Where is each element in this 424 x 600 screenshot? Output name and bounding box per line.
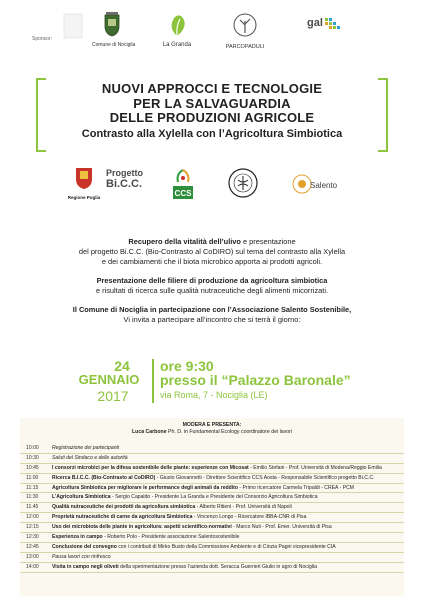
program-row (20, 454, 404, 464)
event-year: 2017 (97, 388, 129, 404)
program-description: Visita in campo negli oliveti della sperimentazione presso l’azienda dott. Seracca Guerrieri Giulio in agro di Nociglia (52, 563, 317, 570)
salento-sostenibile-logo (284, 170, 344, 201)
program-row (20, 553, 404, 563)
bracket-right (378, 78, 388, 152)
progetto-bicc-logo: Progetto Bi.C.C. (106, 168, 143, 190)
title-line-1: NUOVI APPROCCI E TECNOLOGIE (101, 81, 323, 96)
la-granda-logo: La Granda (155, 14, 199, 48)
program-description: Conclusione del convegno con i contributi di Mirko Busto della Commissione Ambiente e di Cinzia Pagni vicepresidente CIA (52, 543, 336, 550)
program-time: 10:45 (26, 464, 39, 471)
program-description: I consorzi microbici per la difesa sostenibile delle piante: esperienze con Micosat - Emilio Stefani - Prof. Università di Modena/Reggio Emilia (52, 464, 382, 471)
program-description: L’Agricoltura Simbiotica - Sergio Capaldo - Presidente La Granda e Presidente del Consorzio Agricoltura Simbiotica (52, 494, 318, 501)
regione-shield-icon (74, 166, 94, 190)
program-row (20, 474, 404, 484)
event-day: 24 (114, 358, 130, 374)
program-description: Esperienza in campo - Roberto Polo - Presidente associazione Salentosostenibile (52, 534, 240, 541)
program-description: Qualità nutraceutiche dei prodotti da agricoltura simbiotica - Alberto Ritieni - Prof. Università di Napoli (52, 504, 292, 511)
program-row (20, 533, 404, 543)
leaf-icon (166, 14, 188, 38)
blank-logo (58, 12, 88, 44)
svg-text:gal: gal (307, 17, 323, 29)
gal-dots-icon (325, 18, 340, 29)
program-row (20, 484, 404, 494)
program-description: Registrazione dei partecipanti (52, 445, 120, 451)
tree-icon (231, 12, 259, 40)
moderator-name: Luca Carbone (131, 429, 167, 435)
intro-paragraph-2: Presentazione delle filiere di produzione da agricoltura simbiotica e risultati di ricerca sulle qualità nutraceutiche degli alimenti micorrizati. (95, 276, 329, 295)
program-time: 10:30 (26, 454, 39, 461)
sponsor-label: Sponsor: (32, 36, 53, 42)
program-box (20, 418, 404, 596)
program-description: Uso dei microbiota delle piante in agricoltura: aspetti scientifico-normativi - Marco Nuti - Prof. Emer. Università di Pisa (52, 524, 332, 531)
event-block (0, 357, 424, 409)
event-venue: presso il “Palazzo Baronale” (160, 372, 351, 388)
title-block (50, 82, 374, 141)
program-time: 11:00 (26, 474, 39, 481)
gal-logo (302, 14, 348, 46)
title-line-3: DELLE PRODUZIONI AGRICOLE (109, 110, 315, 125)
regione-puglia-logo: Regione Puglia (64, 166, 104, 200)
program-row (20, 513, 404, 523)
program-row (20, 503, 404, 513)
program-description: Pausa lavori con rinfresco (52, 553, 111, 560)
program-time: 13:00 (26, 553, 39, 560)
program-rows (20, 444, 404, 573)
program-time: 12:00 (26, 514, 39, 521)
moderator-title: MODERA E PRESENTA: (182, 422, 242, 428)
salento-sun-icon (293, 175, 311, 193)
program-time: 11:15 (26, 484, 39, 491)
program-description: Saluti del Sindaco e delle autorità (52, 454, 128, 461)
event-time: ore 9:30 (160, 358, 214, 374)
program-row (20, 444, 404, 454)
svg-text:CCS: CCS (174, 189, 192, 198)
event-month: GENNAIO (78, 372, 140, 387)
program-time: 12:30 (26, 534, 39, 541)
event-address: via Roma, 7 - Nociglia (LE) (160, 390, 268, 400)
title-line-2: PER LA SALVAGUARDIA (133, 95, 291, 111)
coat-of-arms-icon (102, 12, 122, 38)
intro-text (20, 237, 404, 334)
program-time: 10:00 (26, 445, 39, 451)
program-time: 11:45 (26, 504, 39, 511)
program-time: 11:30 (26, 494, 39, 501)
svg-text:Salento: Salento (310, 181, 338, 190)
program-row (20, 563, 404, 573)
program-time: 12:45 (26, 543, 39, 550)
intro-paragraph-3: Il Comune di Nociglia in partecipazione con l’Associazione Salento Sostenibile, Vi invita a partecipare all’incontro che si terrà il giorno: (72, 305, 352, 324)
moderator-line (20, 429, 404, 435)
program-row (20, 523, 404, 533)
moderator-role: Ph. D. in Fundamental Ecology coordinatore dei lavori (166, 429, 293, 435)
agricoltura-simbiotica-logo (228, 168, 260, 203)
intro-paragraph-1: Recupero della vitalità dell’ulivo e presentazione del progetto Bi.C.C. (Bio-Contrasto al CoDIRO) sul tema del contrasto alla Xylella e dei cambiamenti che il biota microbico apporta ai prodotti agricoli. (78, 237, 346, 266)
program-description: Agricoltura Simbiotica per migliorare le performance degli animali da reddito - Primo ricercatore Carmela Tripaldi - CREA - PCM (52, 484, 355, 491)
partner-logos (0, 164, 424, 208)
program-time: 14:00 (26, 563, 39, 570)
program-row (20, 543, 404, 553)
simbiotica-seal-icon (228, 168, 258, 198)
program-row (20, 493, 404, 503)
ccs-logo (172, 166, 196, 207)
parco-paduli-logo: PARCOPADULI (220, 12, 270, 50)
program-description: Proprietà nutraceutiche di carne da agricoltura Simbiotica - Vincenzo Longo - Ricercatore IBBA-CNR di Pisa (52, 514, 307, 521)
bracket-left (36, 78, 46, 152)
comune-nociglia-logo: Comune di Nociglia (92, 12, 132, 48)
event-divider (152, 359, 154, 403)
program-row (20, 464, 404, 474)
program-description: Ricerca B.I.C.C. (Bio-Contrasto al CoDIRO) - Giusto Giovannetti - Direttore Scientifico CCS Aosta - Responsabile Scientifico progetto Bi.C.C. (52, 474, 375, 481)
program-time: 12:15 (26, 524, 39, 531)
title-subtitle: Contrasto alla Xylella con l’Agricoltura Simbiotica (81, 127, 343, 140)
sponsor-row (0, 12, 424, 62)
